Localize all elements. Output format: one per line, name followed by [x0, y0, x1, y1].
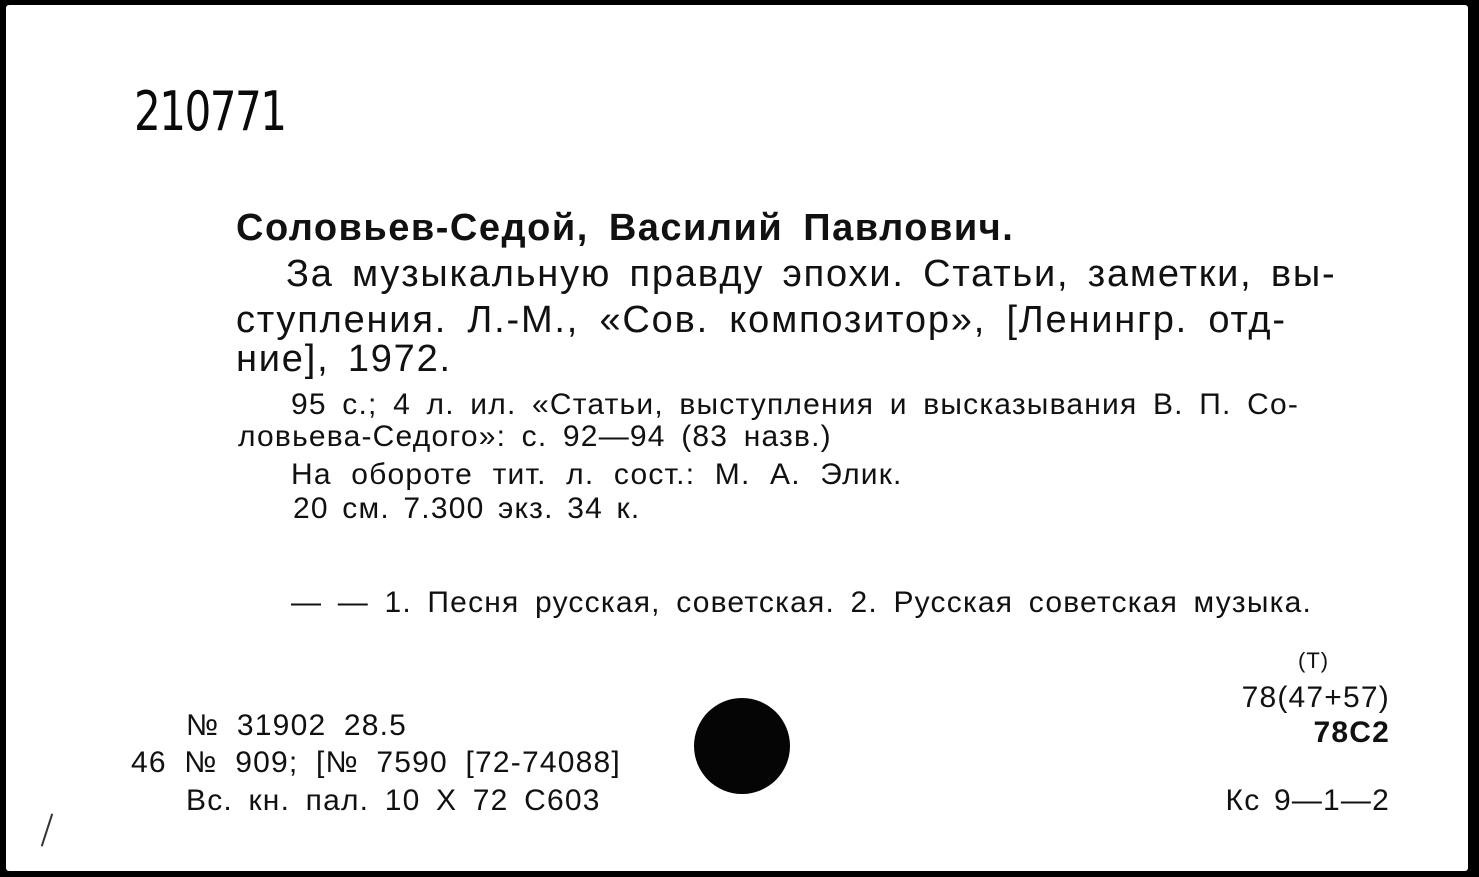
- classification-code: 78(47+57): [1241, 681, 1390, 714]
- author-mark: Кс 9—1—2: [1225, 784, 1390, 817]
- catalog-card: [6, 5, 1468, 871]
- description-line-1: 95 с.; 4 л. ил. «Статьи, выступления и высказывания В. П. Со-: [291, 388, 1300, 421]
- title-line-2: ступления. Л.-М., «Сов. композитор», [Ленингр. отд-: [236, 299, 1287, 341]
- title-line-1: За музыкальную правду эпохи. Статьи, заметки, вы-: [286, 253, 1337, 295]
- handwritten-mark: (Т): [1298, 648, 1330, 673]
- description-line-4: 20 см. 7.300 экз. 34 к.: [293, 492, 641, 525]
- title-line-3: ние], 1972.: [236, 338, 452, 380]
- punch-hole: [694, 698, 790, 794]
- footer-line-3: Вс. кн. пал. 10 Х 72 С603: [186, 784, 601, 817]
- pencil-mark: [41, 814, 53, 847]
- footer-line-2: 46 № 909; [№ 7590 [72-74088]: [131, 746, 621, 779]
- description-line-2: ловьева-Седого»: с. 92—94 (83 назв.): [238, 420, 832, 453]
- footer-line-1: № 31902 28.5: [186, 709, 408, 742]
- subject-headings: — — 1. Песня русская, советская. 2. Русская советская музыка.: [291, 586, 1313, 619]
- description-line-3: На обороте тит. л. сост.: М. А. Элик.: [291, 458, 903, 491]
- inventory-number: 210771: [134, 80, 286, 143]
- classification-code-2: 78С2: [1313, 716, 1390, 749]
- author-heading: Соловьев-Седой, Василий Павлович.: [236, 207, 1015, 249]
